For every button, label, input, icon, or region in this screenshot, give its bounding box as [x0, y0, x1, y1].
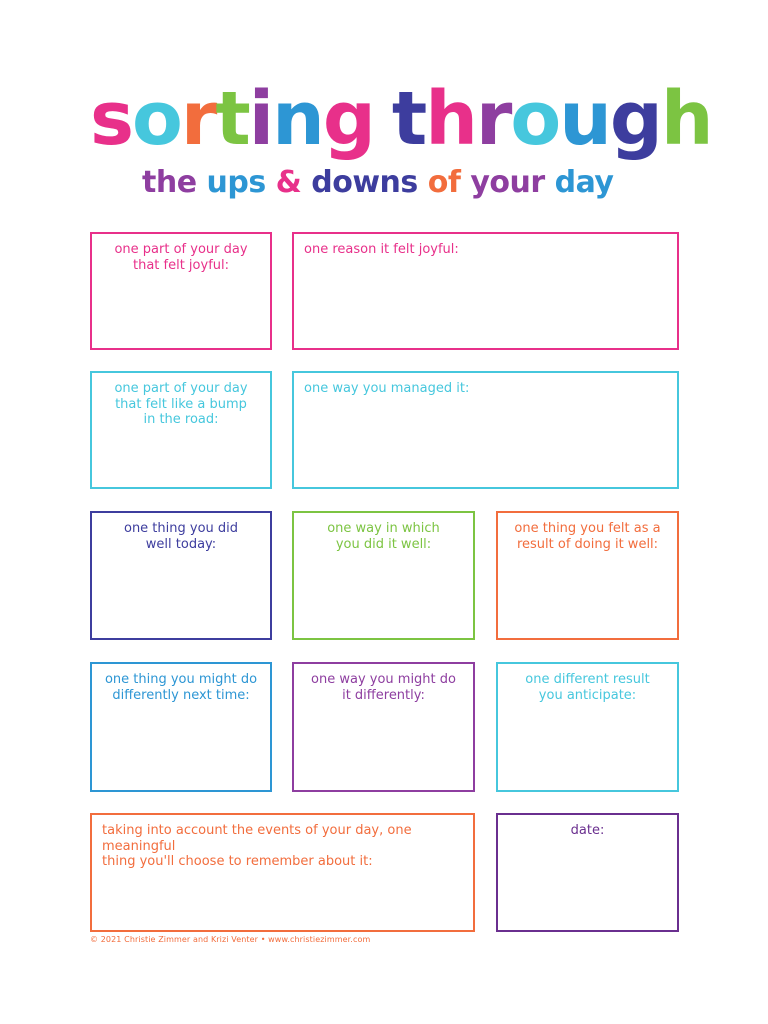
joyful-part-label: one part of your day that felt joyful:	[114, 242, 248, 273]
bump-managed-box[interactable]	[292, 371, 679, 489]
worksheet-subtitle	[142, 165, 614, 200]
title-letter: o	[132, 76, 181, 162]
subtitle-word: ups	[206, 165, 276, 200]
title-letter: n	[272, 76, 323, 162]
bump-part-box[interactable]	[90, 371, 272, 489]
title-letter: g	[609, 76, 661, 162]
subtitle-word: downs	[311, 165, 428, 200]
did-well-felt-label: one thing you felt as a result of doing it well:	[514, 521, 661, 552]
different-result-box[interactable]	[496, 662, 679, 792]
did-well-label: one thing you did well today:	[123, 521, 239, 552]
title-letter: u	[559, 76, 610, 162]
meaningful-label: taking into account the events of your day, one meaningful thing you'll choose to remember about it:	[102, 823, 412, 869]
title-letter: r	[475, 76, 511, 162]
differently-label: one thing you might do differently next time:	[104, 672, 258, 703]
subtitle-word: day	[554, 165, 614, 200]
title-letter: t	[391, 76, 426, 162]
subtitle-word: your	[470, 165, 555, 200]
worksheet-title	[90, 76, 712, 162]
joyful-reason-box[interactable]	[292, 232, 679, 350]
differently-how-label: one way you might do it differently:	[311, 672, 456, 703]
did-well-how-label: one way in which you did it well:	[327, 521, 440, 552]
did-well-felt-box[interactable]	[496, 511, 679, 640]
bump-managed-label: one way you managed it:	[304, 381, 470, 396]
title-letter: s	[90, 76, 133, 162]
date-box[interactable]	[496, 813, 679, 932]
joyful-reason-label: one reason it felt joyful:	[304, 242, 459, 257]
title-letter: g	[322, 76, 374, 162]
title-letter: r	[180, 76, 216, 162]
bump-part-label: one part of your day that felt like a bump in the road:	[114, 381, 248, 427]
differently-box[interactable]	[90, 662, 272, 792]
title-letter: h	[660, 76, 712, 162]
title-letter	[374, 82, 392, 156]
joyful-part-box[interactable]	[90, 232, 272, 350]
title-letter: i	[248, 76, 273, 162]
did-well-box[interactable]	[90, 511, 272, 640]
title-letter: o	[510, 76, 560, 162]
meaningful-box[interactable]	[90, 813, 475, 932]
subtitle-word: the	[142, 165, 207, 200]
subtitle-word: of	[427, 165, 471, 200]
different-result-label: one different result you anticipate:	[525, 672, 650, 703]
title-letter: h	[425, 76, 476, 162]
copyright-footer: © 2021 Christie Zimmer and Krizi Venter • www.christiezimmer.com	[90, 935, 371, 944]
differently-how-box[interactable]	[292, 662, 475, 792]
subtitle-word: &	[275, 165, 312, 200]
did-well-how-box[interactable]	[292, 511, 475, 640]
date-label: date:	[570, 823, 605, 838]
title-letter: t	[215, 76, 249, 162]
